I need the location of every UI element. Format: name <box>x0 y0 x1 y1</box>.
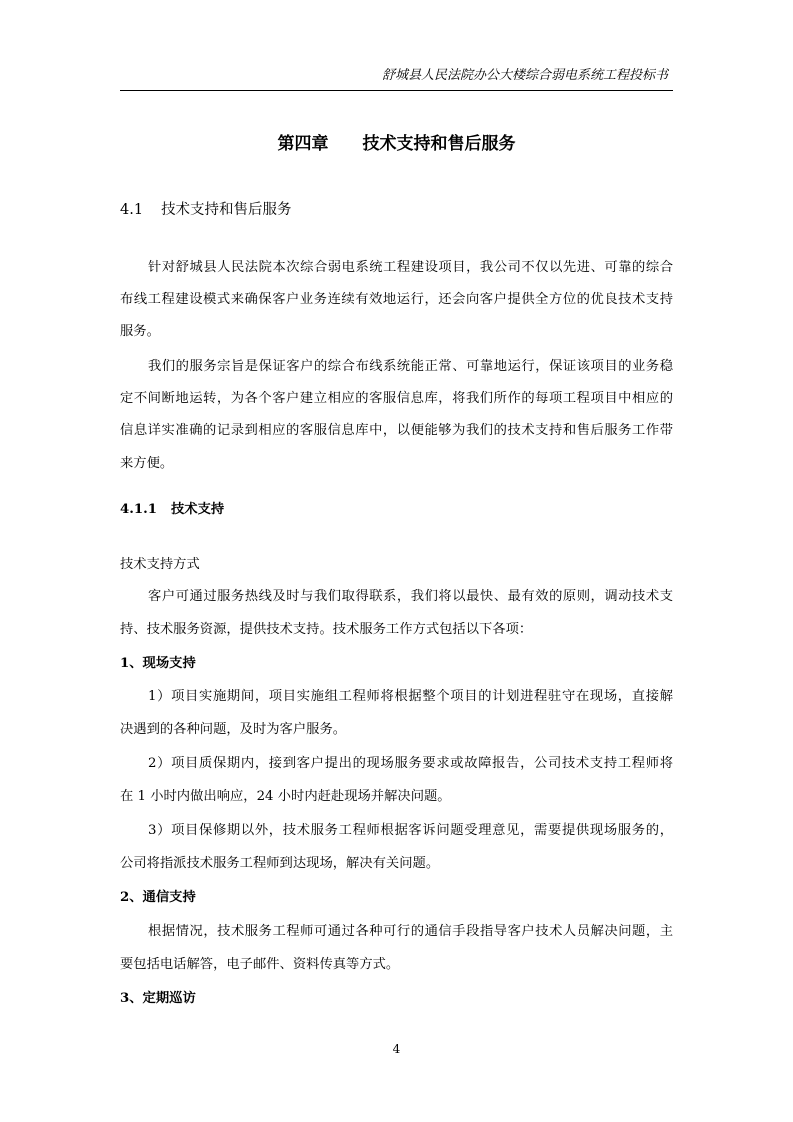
paragraph-line: 针对舒城县人民法院本次综合弱电系统工程建设项目，我公司不仅以先进、可靠的综合 <box>148 260 673 275</box>
chapter-label: 第四章 <box>277 134 329 154</box>
paragraph-line: 来方便。 <box>120 456 174 471</box>
chapter-name: 技术支持和售后服务 <box>362 134 516 154</box>
paragraph-line: 我们的服务宗旨是保证客户的综合布线系统能正常、可靠地运行，保证该项目的业务稳 <box>148 359 673 374</box>
subsection-heading <box>120 500 673 520</box>
section-number: 4.1 <box>120 202 144 218</box>
section-title: 技术支持和售后服务 <box>161 202 292 218</box>
paragraph-line: 在 1 小时内做出响应，24 小时内赶赴现场并解决问题。 <box>120 789 451 804</box>
paragraph-line: 服务。 <box>120 324 160 339</box>
subsection-number: 4.1.1 <box>120 502 158 517</box>
list-heading-onsite-support: 1、现场支持 <box>120 656 196 671</box>
subsection-title: 技术支持 <box>171 502 225 517</box>
paragraph-line: 信息详实准确的记录到相应的客服信息库中，以便能够为我们的技术支持和售后服务工作带 <box>120 423 673 438</box>
paragraph-line: 定不间断地运转，为各个客户建立相应的客服信息库，将我们所作的每项工程项目中相应的 <box>120 391 673 406</box>
page-number: 4 <box>392 1042 401 1056</box>
paragraph-line: 1）项目实施期间，项目实施组工程师将根据整个项目的计划进程驻守在现场，直接解 <box>148 689 673 704</box>
paragraph-line: 根据情况，技术服务工程师可通过各种可行的通信手段指导客户技术人员解决问题，主 <box>148 924 673 939</box>
section-heading <box>120 200 673 220</box>
list-heading-regular-visits: 3、定期巡访 <box>120 991 196 1006</box>
paragraph-line: 持、技术服务资源，提供技术支持。技术服务工作方式包括以下各项： <box>120 622 533 637</box>
running-header: 舒城县人民法院办公大楼综合弱电系统工程投标书 <box>381 68 668 83</box>
paragraph-line: 要包括电话解答，电子邮件、资料传真等方式。 <box>120 957 400 972</box>
paragraph-line: 公司将指派技术服务工程师到达现场，解决有关问题。 <box>120 856 440 871</box>
paragraph-line: 决遇到的各种问题，及时为客户服务。 <box>120 722 347 737</box>
paragraph-line: 客户可通过服务热线及时与我们取得联系，我们将以最快、最有效的原则，调动技术支 <box>148 589 673 604</box>
paragraph-line: 2）项目质保期内，接到客户提出的现场服务要求或故障报告，公司技术支持工程师将 <box>148 756 673 771</box>
paragraph-line: 布线工程建设模式来确保客户业务连续有效地运行，还会向客户提供全方位的优良技术支持 <box>120 292 673 307</box>
support-method-heading: 技术支持方式 <box>120 557 200 572</box>
paragraph-line: 3）项目保修期以外，技术服务工程师根据客诉问题受理意见，需要提供现场服务的， <box>148 823 673 838</box>
chapter-title <box>0 132 793 156</box>
list-heading-communication-support: 2、通信支持 <box>120 890 196 905</box>
header-rule <box>120 90 673 91</box>
